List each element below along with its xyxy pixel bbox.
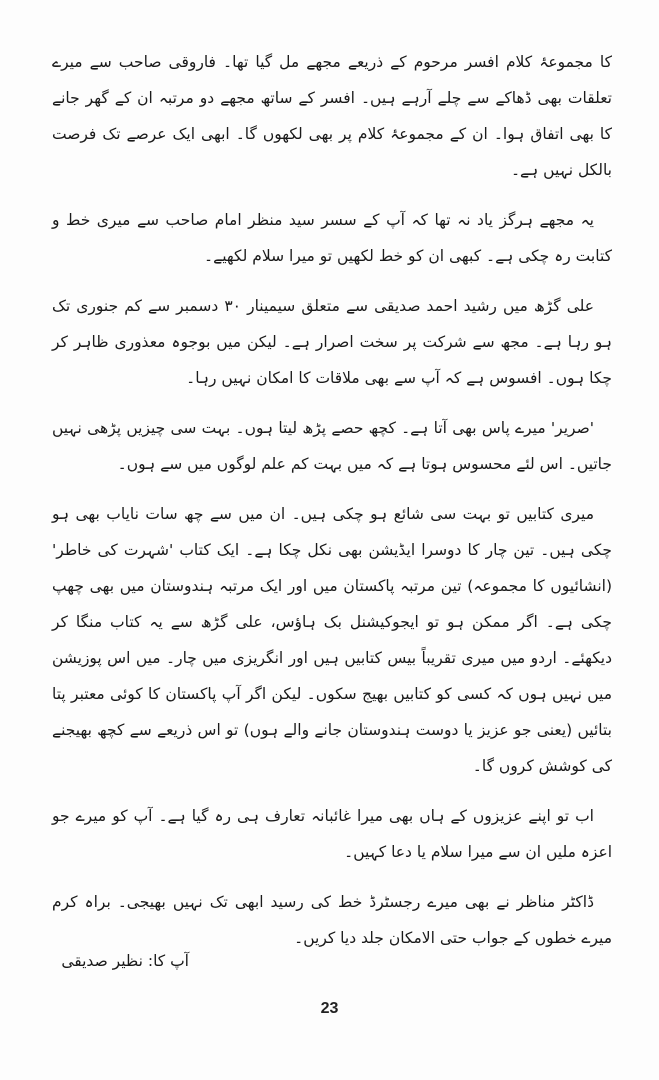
paragraph-2: یہ مجھے ہرگز یاد نہ تھا کہ آپ کے سسر سید منظر امام صاحب سے میری خط و کتابت رہ چکی ہے۔ کبھی ان کو خط لکھیں تو میرا سلام لکھیے۔: [52, 211, 612, 265]
signature-line: آپ کا: نظیر صدیقی: [61, 952, 189, 970]
paragraph-3: علی گڑھ میں رشید احمد صدیقی سے متعلق سیمینار ۳۰ دسمبر سے کم جنوری تک ہو رہا ہے۔ مجھ سے شرکت پر سخت اصرار ہے۔ لیکن میں بوجوہ معذوری ظاہر کر چکا ہوں۔ افسوس ہے کہ آپ سے بھی ملاقات کا امکان نہیں رہا۔: [52, 297, 612, 387]
paragraph-6: اب تو اپنے عزیزوں کے ہاں بھی میرا غائبانہ تعارف ہی رہ گیا ہے۔ آپ کو میرے جو اعزہ ملیں ان سے میرا سلام یا دعا کہیں۔: [52, 807, 612, 861]
paragraph-5: میری کتابیں تو بہت سی شائع ہو چکی ہیں۔ ان میں سے چھ سات نایاب بھی ہو چکی ہیں۔ تین چار کا دوسرا ایڈیشن بھی نکل چکا ہے۔ ایک کتاب 'شہرت کی خاطر' (انشائیوں کا مجموعہ) تین مرتبہ پاکستان میں اور ایک مرتبہ ہندوستان میں بھی چھپ چکی ہے۔ اگر ممکن ہو تو ایجوکیشنل بک ہاؤس، علی گڑھ سے یہ کتاب منگا کر دیکھئے۔ اردو میں میری تقریباً بیس کتابیں ہیں اور انگریزی میں چار۔ میں اس پوزیشن میں نہیں ہوں کہ کسی کو کتابیں بھیج سکوں۔ لیکن اگر آپ پاکستان کا کوئی معتبر پتا بتائیں (یعنی جو عزیز یا دوست ہندوستان جانے والے ہوں) تو اس ذریعے سے کچھ بھیجنے کی کوشش کروں گا۔: [52, 505, 612, 775]
page-number: 23: [320, 1000, 339, 1017]
paragraph-7: ڈاکٹر مناظر نے بھی میرے رجسٹرڈ خط کی رسید ابھی تک نہیں بھیجی۔ براہ کرم میرے خطوں کے جواب حتی الامکان جلد دیا کریں۔: [52, 893, 612, 947]
paragraph-1: کا مجموعۂ کلام افسر مرحوم کے ذریعے مجھے مل گیا تھا۔ فاروقی صاحب سے میرے تعلقات بھی ڈھاکے سے چلے آرہے ہیں۔ افسر کے ساتھ مجھے دو مرتبہ ان کے گھر جانے کا بھی اتفاق ہوا۔ ان کے مجموعۂ کلام پر بھی لکھوں گا۔ ابھی ایک عرصے تک فرصت بالکل نہیں ہے۔: [52, 53, 612, 179]
paragraph-4: 'صریر' میرے پاس بھی آتا ہے۔ کچھ حصے پڑھ لیتا ہوں۔ بہت سی چیزیں پڑھی نہیں جاتیں۔ اس لئے محسوس ہوتا ہے کہ میں بہت کم علم لوگوں میں سے ہوں۔: [52, 419, 612, 473]
letter-body: [52, 44, 612, 970]
